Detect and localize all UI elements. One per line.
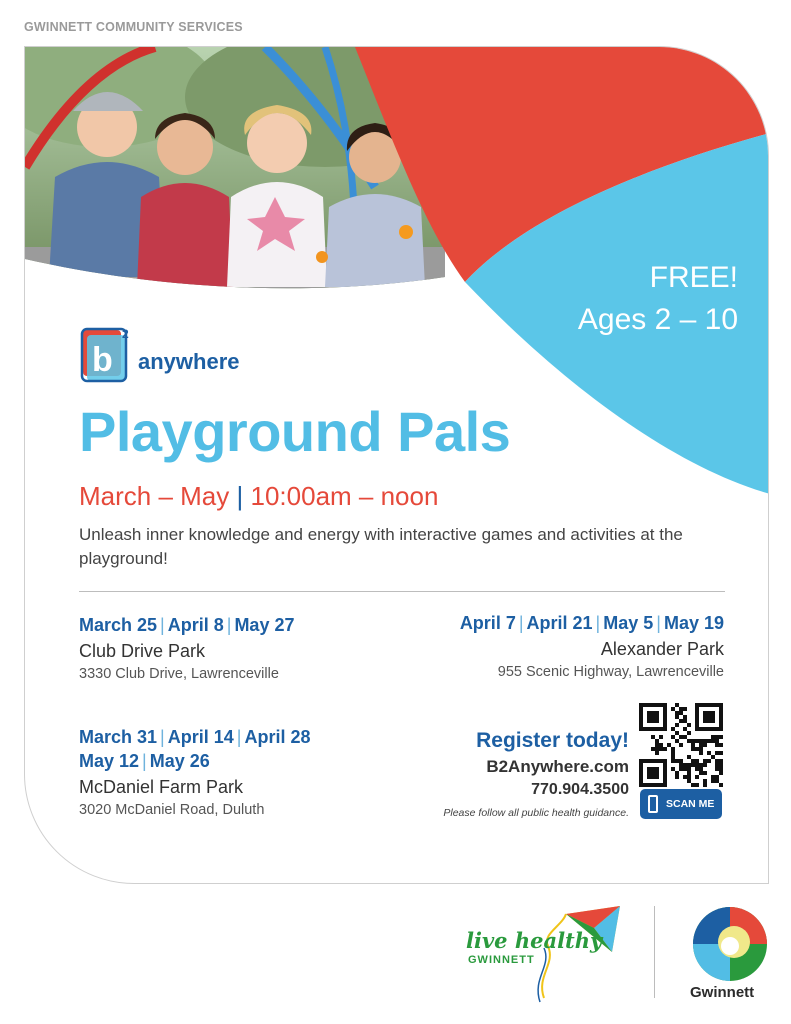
date-separator: | [518,613,524,633]
date: March 31 [79,727,158,747]
park-name: McDaniel Farm Park [79,777,244,797]
date: May 12 [79,751,140,771]
date: May 19 [663,613,724,633]
location-dates [79,725,310,749]
location-club-drive [79,613,294,685]
qr-code[interactable] [639,703,723,787]
live-healthy-gwinnett-logo [466,906,626,1011]
location-dates [79,613,294,637]
date-separator: | [160,615,165,635]
date-separator: | [656,613,661,633]
date: April 7 [459,613,516,633]
event-time: 10:00am – noon [250,481,439,511]
register-phone[interactable]: 770.904.3500 [531,781,629,798]
scan-me-button[interactable] [640,789,722,819]
phone-icon [648,795,658,813]
park-address: 3020 McDaniel Road, Duluth [79,802,265,818]
scan-me-label: SCAN ME [666,798,715,810]
date-separator: | [160,727,165,747]
date: April 28 [244,727,311,747]
park-address: 955 Scenic Highway, Lawrenceville [497,664,724,680]
date-separator: | [236,727,242,747]
date-separator: | [595,613,601,633]
register-website[interactable]: B2Anywhere.com [486,757,629,776]
park-name: Alexander Park [600,639,724,659]
register-block [443,727,629,819]
section-divider [79,591,725,592]
date: March 25 [79,615,158,635]
event-dates: March – May [79,481,230,511]
gwinnett-name: Gwinnett [690,984,755,1001]
date: May 26 [149,751,210,771]
date: April 21 [526,613,593,633]
date-separator: | [226,615,232,635]
date: April 8 [167,615,224,635]
b2-logo-word: anywhere [138,349,240,374]
location-dates [79,749,310,773]
date-separator: | [142,751,147,771]
live-healthy-subtitle: GWINNETT [468,954,535,966]
health-guidance-note: Please follow all public health guidance. [443,807,629,819]
free-label: FREE! [649,261,738,294]
date: April 14 [167,727,234,747]
event-schedule [79,481,438,512]
footer-divider [654,906,655,998]
b2-logo-icon [80,327,132,385]
location-dates [460,611,724,635]
b2-logo-letter: b [92,341,113,379]
schedule-divider: | [236,481,244,511]
event-description: Unleash inner knowledge and energy with interactive games and activities at the playground! [79,525,683,568]
b2-logo-superscript: 2 [122,327,129,341]
organization-header: GWINNETT COMMUNITY SERVICES [24,20,243,34]
gwinnett-circle-icon [690,906,770,984]
park-name: Club Drive Park [79,641,206,661]
park-address: 3330 Club Drive, Lawrenceville [79,666,279,682]
date: May 5 [603,613,654,633]
flyer-card [24,46,769,884]
location-mcdaniel-farm [79,725,310,821]
date: May 27 [234,615,295,635]
free-badge [578,257,738,341]
event-title: Playground Pals [79,400,511,463]
location-alexander [460,611,724,683]
register-title: Register today! [476,729,629,752]
live-healthy-title: live healthy [466,928,603,953]
ages-label: Ages 2 – 10 [577,303,738,336]
b2-anywhere-logo [80,327,240,385]
gwinnett-county-logo [690,906,770,1001]
